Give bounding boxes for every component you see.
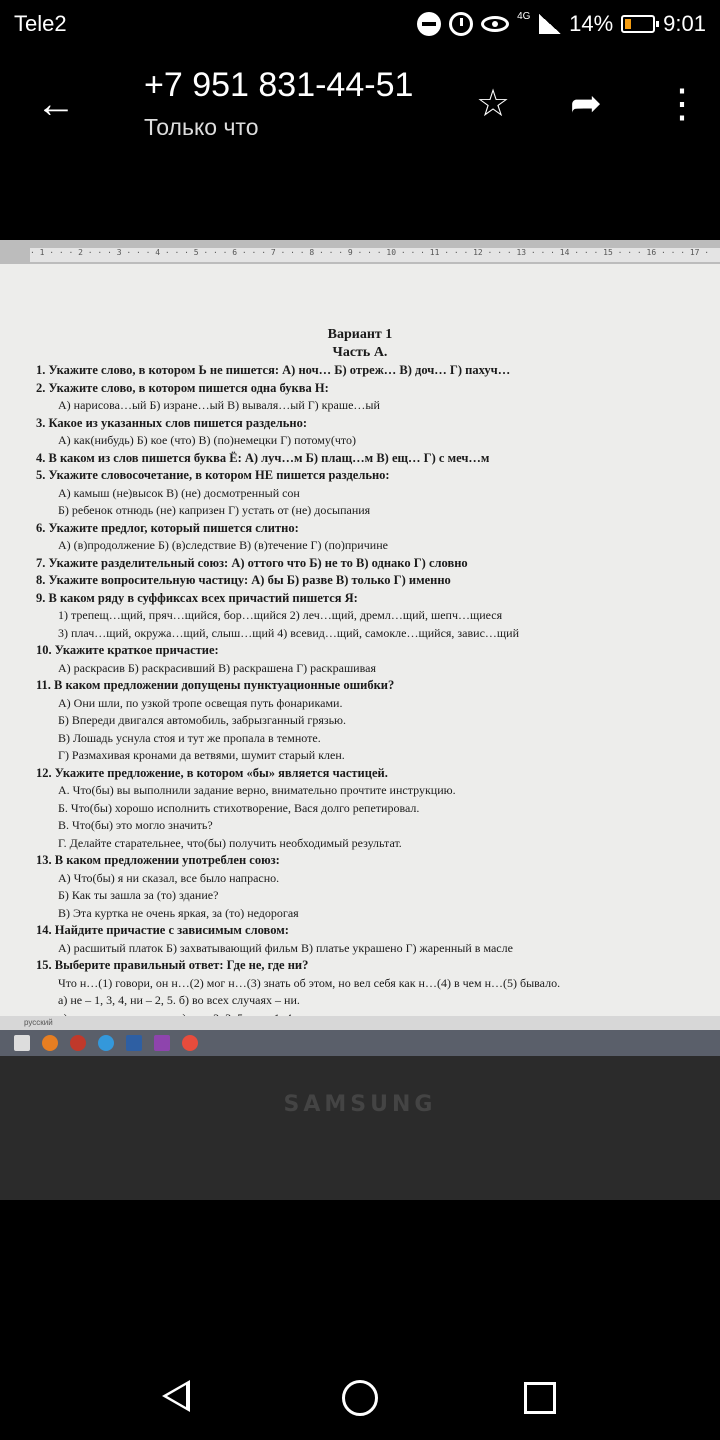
paint-icon [182, 1035, 198, 1051]
do-not-disturb-icon [417, 12, 441, 36]
question-line: 4. В каком из слов пишется буква Ё: А) луч…м Б) плащ…м В) ещ… Г) с меч…м [36, 450, 490, 465]
answer-line: В) Эта куртка не очень яркая, за (то) недорогая [58, 905, 299, 920]
question-line: 8. Укажите вопросительную частицу: А) бы Б) разве В) только Г) именно [36, 573, 451, 587]
answer-line: а) не – 1, 3, 4, ни – 2, 5. б) во всех случаях – ни. [58, 993, 300, 1007]
question-line: 5. Укажите словосочетание, в котором НЕ пишется раздельно: [36, 468, 390, 482]
nav-back-icon[interactable] [162, 1380, 190, 1412]
answer-line: А) как(нибудь) Б) кое (что) В) (по)немецки Г) потому(что) [58, 433, 356, 447]
answer-line: Г. Делайте старательнее, что(бы) получить необходимый результат. [58, 835, 402, 850]
answer-line: Б) Как ты зашла за (то) здание? [58, 888, 219, 902]
taskbar [0, 1030, 720, 1056]
back-arrow-icon[interactable]: ← [36, 82, 76, 126]
sent-time: Только что [144, 114, 259, 140]
question-line: 9. В каком ряду в суффиксах всех причастий пишется Я: [36, 590, 358, 605]
answer-line: А) нарисова…ый Б) изране…ый В) вываля…ый Г) краше…ый [58, 398, 380, 412]
language-indicator: русский [24, 1018, 53, 1027]
answer-line: Б) ребенок отнюдь (не) капризен Г) устать от (не) досыпания [58, 503, 371, 517]
answer-line: А) Что(бы) я ни сказал, все было напрасно. [58, 870, 280, 885]
answer-line: А) (в)продолжение Б) (в)следствие В) (в)течение Г) (по)причине [58, 538, 388, 552]
question-line: 12. Укажите предложение, в котором «бы» является частицей. [36, 765, 388, 780]
document-page [0, 264, 720, 1016]
question-line: 13. В каком предложении употреблен союз: [36, 853, 280, 867]
document-part: Часть А. [332, 345, 388, 360]
chrome-icon [98, 1035, 114, 1051]
question-line: 1. Укажите слово, в котором Ь не пишется: А) ноч… Б) отреж… В) доч… Г) пахуч… [36, 363, 511, 377]
document-variant: Вариант 1 [327, 327, 393, 342]
battery-percent: 14% [569, 11, 614, 36]
carrier-name: Tele2 [14, 11, 67, 36]
more-options-icon[interactable]: ⋮ [662, 82, 702, 126]
word-icon [126, 1035, 142, 1051]
status-bar [0, 0, 720, 48]
answer-line: В) Лошадь уснула стоя и тут же пропала в темноте. [58, 730, 321, 745]
share-icon[interactable]: ➦ [570, 83, 602, 125]
network-type: 4G [517, 11, 531, 22]
star-icon[interactable]: ☆ [476, 83, 511, 125]
ruler: · 1 · · · 2 · · · 3 · · · 4 · · · 5 · · · 6 · · · 7 · · · 8 · · · 9 · · · 10 · · · 11 · · · 12 · · · 13 · · · 14 · · · 15 · · · 16 · · · 17 · [30, 248, 720, 262]
answer-line: А) расшитый платок Б) захватывающий фильм В) платье украшено Г) жаренный в масле [58, 940, 513, 955]
answer-line: 1) трепещ…щий, пряч…щийся, бор…щийся 2) леч…щий, дремл…щий, шепч…щиеся [58, 608, 503, 622]
question-line: 11. В каком предложении допущены пунктуационные ошибки? [36, 678, 395, 692]
question-line: 10. Укажите краткое причастие: [36, 643, 219, 657]
alarm-icon [449, 12, 473, 36]
browser-icon [42, 1035, 58, 1051]
answer-line: Б. Что(бы) хорошо исполнить стихотворение, Вася долго репетировал. [58, 800, 420, 815]
question-line: 6. Укажите предлог, который пишется слитно: [36, 520, 299, 535]
eye-comfort-icon [481, 16, 509, 32]
question-line: 2. Укажите слово, в котором пишется одна буква Н: [36, 380, 329, 395]
photo-viewer[interactable] [0, 240, 720, 1200]
nav-home-icon[interactable] [342, 1380, 378, 1416]
start-icon [14, 1035, 30, 1051]
clock: 9:01 [663, 11, 706, 36]
question-line: 7. Укажите разделительный союз: А) оттого что Б) не то В) однако Г) словно [36, 555, 468, 570]
battery-icon [621, 15, 655, 33]
monitor-brand: SAMSUNG [283, 1092, 437, 1117]
sender-title: +7 951 831-44-51 [144, 66, 414, 104]
opera-icon [70, 1035, 86, 1051]
question-line: 14. Найдите причастие с зависимым словом: [36, 923, 289, 937]
status-strip [0, 1016, 720, 1030]
answer-line: В. Что(бы) это могло значить? [58, 818, 213, 832]
status-icons [417, 11, 706, 37]
document-body [0, 362, 720, 1027]
monitor-bezel [0, 1056, 720, 1200]
question-line: 3. Какое из указанных слов пишется раздельно: [36, 415, 308, 430]
answer-line: А. Что(бы) вы выполнили задание верно, внимательно прочтите инструкцию. [58, 783, 456, 797]
navigation-bar [0, 1350, 720, 1440]
viewer-header [0, 48, 720, 158]
answer-line: Г) Размахивая кронами да ветвями, шумит старый клен. [58, 748, 345, 762]
answer-line: А) камыш (не)высок В) (не) досмотренный сон [58, 485, 300, 500]
answer-line: 3) плач…щий, окружа…щий, слыш…щий 4) всевид…щий, самокле…щийся, завис…щий [58, 625, 519, 640]
signal-icon [539, 14, 561, 34]
question-line: 15. Выберите правильный ответ: Где не, где ни? [36, 958, 309, 972]
answer-line: А) Они шли, по узкой тропе освещая путь фонариками. [58, 695, 343, 710]
app-icon [154, 1035, 170, 1051]
nav-recents-icon[interactable] [524, 1382, 556, 1414]
answer-line: Б) Впереди двигался автомобиль, забрызганный грязью. [58, 713, 347, 727]
answer-line: А) раскрасив Б) раскрасивший В) раскрашена Г) раскрашивая [58, 660, 376, 675]
answer-line: Что н…(1) говори, он н…(2) мог н…(3) знать об этом, но вел себя как н…(4) в чем н…(5) бывало. [58, 975, 561, 990]
